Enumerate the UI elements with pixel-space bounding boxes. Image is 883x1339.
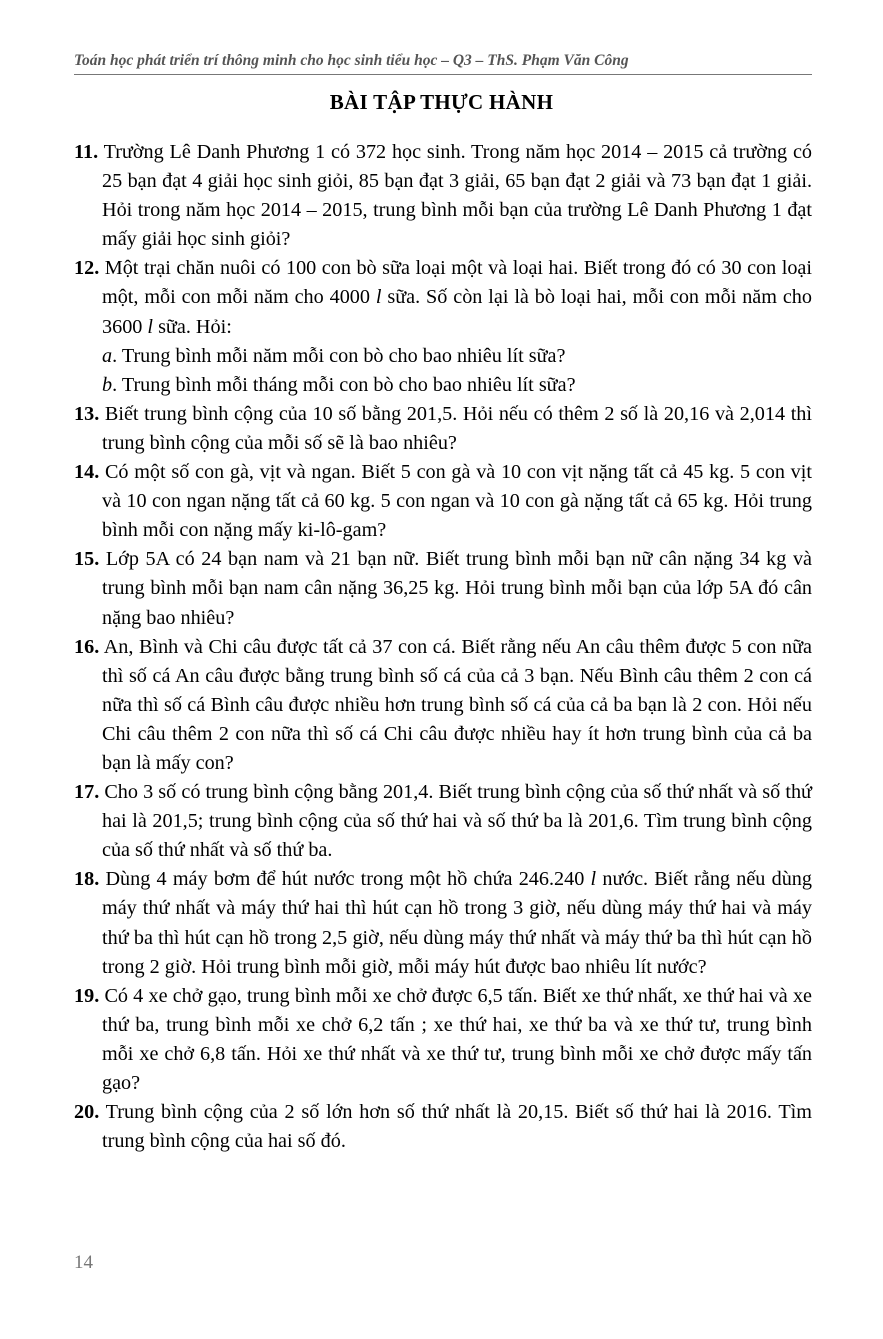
exercise-text: Dùng 4 máy bơm để hút nước trong một hồ chứa 246.240 bbox=[105, 868, 591, 891]
exercise-18 bbox=[74, 865, 812, 981]
unit-liter: l bbox=[590, 868, 597, 891]
exercise-text: nước. Biết rằng nếu dùng máy thứ nhất và máy thứ hai thì hút cạn hồ trong 3 giờ, nếu dùng máy thứ hai và máy thứ ba thì hút cạn hồ trong 2,5 giờ, nếu dùng máy thứ nhất và máy thứ ba thì hút cạn hồ trong 2 giờ. Hỏi trung bình mỗi giờ, mỗi máy hút được bao nhiêu lít nước? bbox=[102, 868, 812, 978]
exercise-number: 20. bbox=[74, 1101, 100, 1124]
exercise-text: Trường Lê Danh Phương 1 có 372 học sinh. Trong năm học 2014 – 2015 cả trường có 25 bạn đạt 4 giải học sinh giỏi, 85 bạn đạt 3 giải, 65 bạn đạt 2 giải và 73 bạn đạt 1 giải. Hỏi trong năm học 2014 – 2015, trung bình mỗi bạn của trường Lê Danh Phương 1 đạt mấy giải học sinh giỏi? bbox=[102, 141, 813, 251]
exercise-13 bbox=[74, 400, 812, 458]
part-letter: b bbox=[102, 373, 113, 396]
exercise-14 bbox=[74, 458, 812, 545]
page-number: 14 bbox=[74, 1252, 93, 1273]
exercise-number: 13. bbox=[74, 402, 100, 425]
exercise-number: 12. bbox=[74, 257, 100, 280]
exercise-11 bbox=[74, 138, 812, 254]
exercise-text: Cho 3 số có trung bình cộng bằng 201,4. Biết trung bình cộng của số thứ nhất và số thứ hai là 201,5; trung bình cộng của số thứ hai và số thứ ba là 201,6. Tìm trung bình cộng của số thứ nhất và số thứ ba. bbox=[102, 781, 812, 862]
exercise-number: 17. bbox=[74, 781, 100, 804]
exercise-12 bbox=[74, 254, 812, 341]
exercise-text: Lớp 5A có 24 bạn nam và 21 bạn nữ. Biết trung bình mỗi bạn nữ cân nặng 34 kg và trung bình mỗi bạn nam cân nặng 36,25 kg. Hỏi trung bình mỗi bạn của lớp 5A đó cân nặng bao nhiêu? bbox=[102, 548, 812, 629]
part-text: . Trung bình mỗi năm mỗi con bò cho bao nhiêu lít sữa? bbox=[112, 344, 566, 367]
page-title: BÀI TẬP THỰC HÀNH bbox=[329, 90, 554, 114]
exercise-number: 14. bbox=[74, 461, 100, 484]
exercise-number: 19. bbox=[74, 984, 100, 1007]
exercise-number: 15. bbox=[74, 548, 100, 571]
exercise-text: Biết trung bình cộng của 10 số bằng 201,5. Hỏi nếu có thêm 2 số là 20,16 và 2,014 thì trung bình cộng của mỗi số sẽ là bao nhiêu? bbox=[102, 402, 813, 454]
exercise-17 bbox=[74, 778, 812, 865]
exercise-text: Có 4 xe chở gạo, trung bình mỗi xe chở được 6,5 tấn. Biết xe thứ nhất, xe thứ hai và xe thứ ba, trung bình mỗi xe chở 6,2 tấn ; xe thứ hai, xe thứ ba và xe thứ tư, trung bình mỗi xe chở 6,8 tấn. Hỏi xe thứ nhất và xe thứ tư, trung bình mỗi xe chở được mấy tấn gạo? bbox=[102, 984, 812, 1094]
exercise-12-part-a bbox=[74, 342, 812, 371]
exercise-19 bbox=[74, 982, 812, 1098]
exercise-text: sữa. Hỏi: bbox=[153, 315, 232, 338]
exercise-text: Một trại chăn nuôi có 100 con bò sữa loại một và loại hai. Biết trong đó có 30 con loại một, mỗi con mỗi năm cho 4000 bbox=[102, 257, 813, 309]
part-text: . Trung bình mỗi tháng mỗi con bò cho bao nhiêu lít sữa? bbox=[112, 373, 576, 396]
exercise-12-part-b bbox=[74, 371, 812, 400]
exercise-number: 16. bbox=[74, 635, 100, 658]
running-header: Toán học phát triển trí thông minh cho học sinh tiểu học – Q3 – ThS. Phạm Văn Công bbox=[74, 52, 629, 69]
unit-liter: l bbox=[147, 315, 154, 338]
part-letter: a bbox=[102, 344, 113, 367]
exercise-list bbox=[74, 138, 812, 1156]
exercise-text: An, Bình và Chi câu được tất cả 37 con cá. Biết rằng nếu An câu thêm được 5 con nữa thì số cá An câu được bằng trung bình số cá của cả 3 bạn. Nếu Bình câu thêm 2 con cá nữa thì số cá Bình câu được nhiều hơn trung bình số cá của cả ba bạn là 2 con. Hỏi nếu Chi câu thêm 2 con nữa thì số cá Chi câu được nhiều hay ít hơn trung bình của cả ba bạn là mấy con? bbox=[102, 635, 812, 774]
exercise-15 bbox=[74, 545, 812, 632]
exercise-number: 11. bbox=[74, 141, 99, 163]
exercise-20 bbox=[74, 1098, 812, 1156]
exercise-number: 18. bbox=[74, 868, 100, 891]
exercise-text: Trung bình cộng của 2 số lớn hơn số thứ nhất là 20,15. Biết số thứ hai là 2016. Tìm trung bình cộng của hai số đó. bbox=[102, 1101, 812, 1153]
exercise-text: Có một số con gà, vịt và ngan. Biết 5 con gà và 10 con vịt nặng tất cả 45 kg. 5 con vịt và 10 con ngan nặng tất cả 60 kg. 5 con ngan và 10 con gà nặng tất cả 65 kg. Hỏi trung bình mỗi con nặng mấy ki-lô-gam? bbox=[102, 461, 812, 542]
header-divider bbox=[74, 74, 812, 75]
exercise-16 bbox=[74, 633, 812, 778]
unit-liter: l bbox=[375, 286, 382, 309]
exercise-text: sữa. Số còn lại là bò loại hai, mỗi con mỗi năm cho 3600 bbox=[102, 286, 812, 338]
